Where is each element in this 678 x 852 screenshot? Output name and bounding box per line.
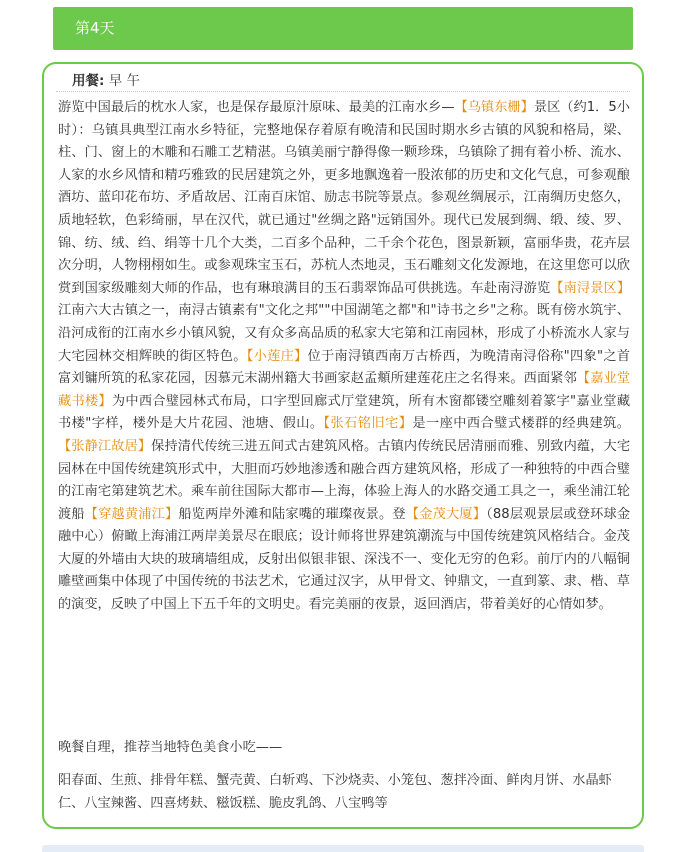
attraction-jiayetang: 【嘉业堂藏书楼】 [58,371,631,409]
attraction-wuzhen-dongzha: 【乌镇东栅】 [454,100,534,115]
divider [56,91,630,92]
text-segment: 江南六大古镇之一，南浔古镇素有"文化之邦""中国湖笔之都"和"诗书之乡"之称。既有傍水筑宇、沿河成衔的江南水乡小镇风貌，又有众多高品质的私家大宅第和江南园林，形成了小桥流水人家与大宅园林交相辉映的街区特色。 [58,303,630,364]
local-foods: 阳春面、生煎、排骨年糕、蟹壳黄、白斩鸡、下沙烧卖、小笼包、葱拌冷面、鲜肉月饼、水晶虾仁、八宝辣酱、四喜烤麸、糍饭糕、脆皮乳鸽、八宝鸭等 [58,773,612,811]
text-segment: （88层观景层或登环球金融中心）俯瞰上海浦江两岸美景尽在眼底；设计师将世界建筑潮流与中国传统建筑风格结合。金茂大厦的外墙由大块的玻璃墙组成，反射出似银非银、深浅不一、变化无穷的色彩。前厅内的八幅铜雕壁画集中体现了中国传统的书法艺术，它通过汉字，从甲骨文、钟鼎文，一直到篆、隶、楷、草的演变，反映了中国上下五千年的文明史。看完美丽的夜景，返回酒店，带着美好的心情如梦。 [58,506,631,613]
day-header [53,7,633,50]
text-segment: 位于南浔镇西南万古桥西，为晚清南浔俗称"四象"之首富刘镛所筑的私家花园，因慕元末湖州籍大书画家赵孟頫所建莲花庄之名得来。西面紧邻 [58,348,631,387]
attraction-zhangshiming: 【张石铭旧宅】 [323,416,413,432]
dinner-note: 晚餐自理，推荐当地特色美食小吃—— [58,740,283,755]
next-section-edge [42,845,644,852]
text-segment: 为中西合璧园林式布局，口字型回廊式厅堂建筑，所有木窗都镂空雕刻着篆字"嘉业堂藏书楼"字样，楼外是大片花园、池塘、假山。 [58,393,631,432]
itinerary-card [42,62,644,829]
attraction-xiaolianzhuang: 【小莲庄】 [246,348,308,364]
attraction-jinmao-tower: 【金茂大厦】 [405,506,487,522]
text-segment: 游览中国最后的枕水人家，也是保存最原汁原味、最美的江南水乡— [58,100,455,115]
itinerary-description [58,97,630,617]
day-title: 第4天 [75,19,115,37]
attraction-nanxun: 【南浔景区】 [550,280,631,296]
text-segment: 保持清代传统三进五间式古建筑风格。古镇内传统民居清丽而雅、别致内蕴，大宅园林在中国传统建筑形式中，大胆而巧妙地渗透和融合西方建筑风格，形成了一种独特的中西合璧的江南宅第建筑艺术。乘车前往国际大都市—上海，体验上海人的水路交通工具之一，乘坐浦江轮渡船 [58,438,631,522]
attraction-zhangjingjiang: 【张静江故居】 [58,438,152,454]
text-segment: 是一座中西合璧式楼群的经典建筑。 [412,416,630,432]
meal-value: 早 午 [108,73,140,89]
meal-info [72,70,140,92]
meal-label: 用餐: [72,73,105,89]
attraction-huangpu-river: 【穿越黄浦江】 [84,506,179,522]
text-segment: 船览两岸外滩和陆家嘴的璀璨夜景。登 [178,506,406,522]
text-segment: 景区（约1．5小时）：乌镇具典型江南水乡特征，完整地保存着原有晚清和民国时期水乡古镇的风貌和格局，梁、柱、门、窗上的木雕和石雕工艺精湛。乌镇美丽宁静得像一颗珍珠，乌镇除了拥有着小桥、流水、人家的水乡风情和精巧雅致的民居建筑之外，更多地飘逸着一股浓郁的历史和文化气息，可参观酿酒坊、蓝印花布坊、矛盾故居、江南百床馆、励志书院等景点。参观丝绸展示，江南绸历史悠久，质地轻软，色彩绮丽，早在汉代，就已通过"丝绸之路"远销国外。现代已发展到绸、缎、绫、罗、锦、纺、绒、绉、绢等十几个大类，二百多个品种，二千余个花色，图景新颖，富丽华贵，花卉层次分明，人物栩栩如生。或参观珠宝玉石，苏杭人杰地灵，玉石雕刻文化发源地，在这里您可以欣赏到国家级雕刻大师的作品，也有琳琅满目的玉石翡翠饰品可供挑选。车赴南浔游览 [58,100,630,296]
